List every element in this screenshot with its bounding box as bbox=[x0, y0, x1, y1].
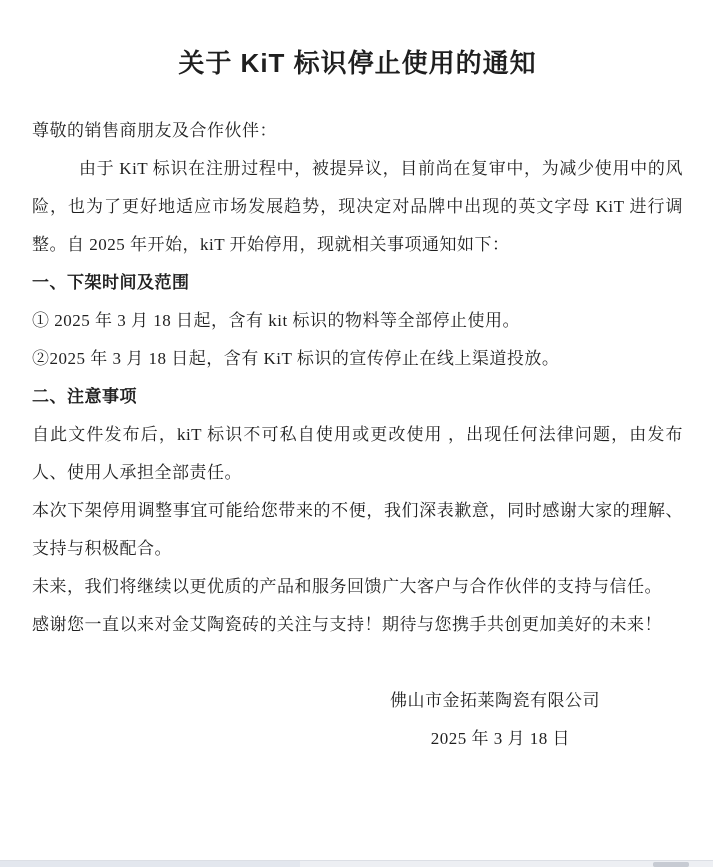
scrollbar-track-light-segment bbox=[300, 861, 713, 867]
section-1-heading: 一、下架时间及范围 bbox=[32, 273, 190, 292]
notice-paragraph-liability: 自此文件发布后，kiT 标识不可私自使用或更改使用 ，出现任何法律问题，由发布人、使用人承担全部责任。 bbox=[32, 425, 683, 482]
notice-paragraph-thanks: 感谢您一直以来对金艾陶瓷砖的关注与支持！期待与您携手共创更加美好的未来！ bbox=[32, 615, 662, 634]
notice-paragraph-future: 未来，我们将继续以更优质的产品和服务回馈广大客户与合作伙伴的支持与信任。 bbox=[32, 577, 662, 596]
signature-block bbox=[32, 682, 683, 758]
horizontal-scrollbar[interactable] bbox=[0, 860, 713, 867]
intro-paragraph: 由于 KiT 标识在注册过程中，被提异议，目前尚在复审中，为减少使用中的风险，也为了更好地适应市场发展趋势，现决定对品牌中出现的英文字母 KiT 进行调整。自 2025 年开始，kiT 开始停用，现就相关事项通知如下： bbox=[32, 159, 683, 254]
notice-paragraph-apology: 本次下架停用调整事宜可能给您带来的不便，我们深表歉意，同时感谢大家的理解、支持与积极配合。 bbox=[32, 501, 683, 558]
section-1-item-2: ②2025 年 3 月 18 日起，含有 KiT 标识的宣传停止在线上渠道投放。 bbox=[32, 349, 560, 368]
signature-company: 佛山市金拓莱陶瓷有限公司 bbox=[390, 691, 600, 710]
notice-title: 关于 KiT 标识停止使用的通知 bbox=[178, 48, 537, 78]
signature-date: 2025 年 3 月 18 日 bbox=[430, 729, 570, 748]
notice-body bbox=[32, 112, 683, 758]
section-1-item-1: ① 2025 年 3 月 18 日起，含有 kit 标识的物料等全部停止使用。 bbox=[32, 311, 520, 330]
scrollbar-thumb[interactable] bbox=[653, 862, 689, 867]
section-2-heading: 二、注意事项 bbox=[32, 387, 137, 406]
greeting-line: 尊敬的销售商朋友及合作伙伴： bbox=[32, 121, 277, 140]
